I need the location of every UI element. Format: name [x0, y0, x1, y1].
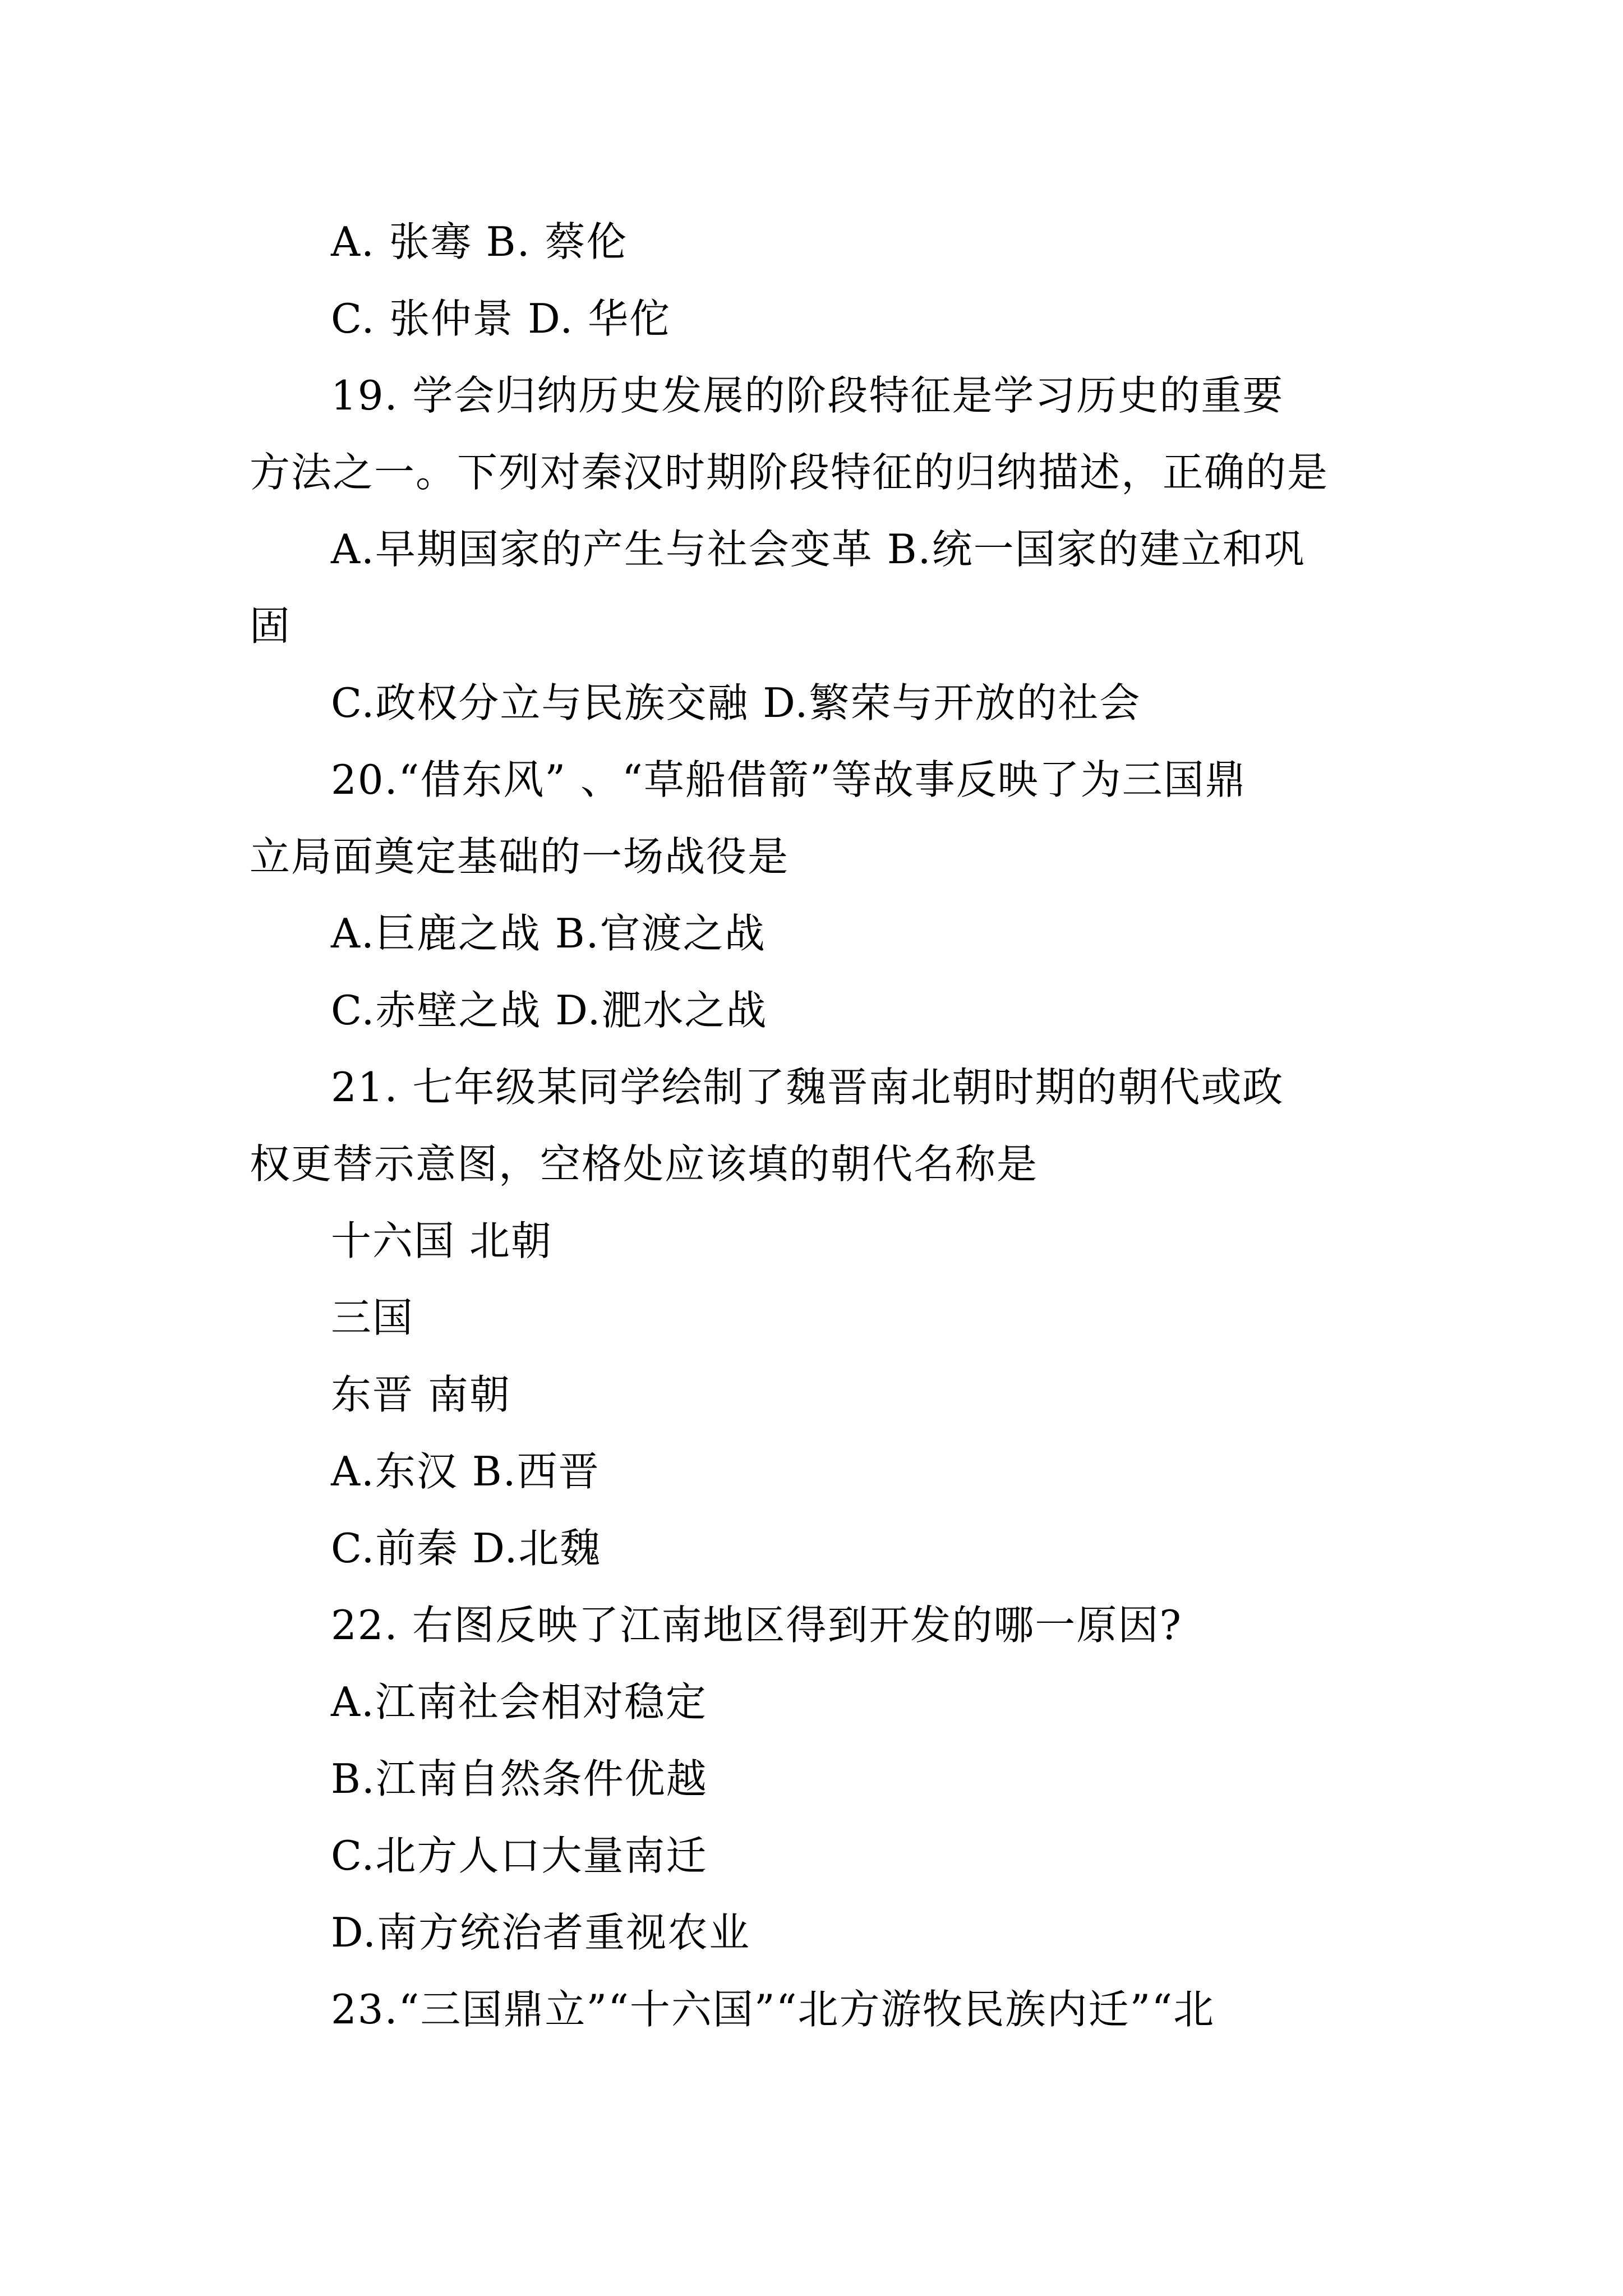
q19-options-ab: A.早期国家的产生与社会变革 B.统一国家的建立和巩: [331, 526, 1306, 573]
q21-options-ab: A.东汉 B.西晋: [331, 1448, 600, 1495]
q22-option-c: C.北方人口大量南迁: [331, 1832, 708, 1879]
q20-options-cd: C.赤壁之战 D.淝水之战: [331, 987, 768, 1034]
q21-stem-line-2: 权更替示意图，空格处应该填的朝代名称是: [250, 1140, 1039, 1188]
q19-options-cd: C.政权分立与民族交融 D.繁荣与开放的社会: [331, 679, 1141, 726]
q18-options-cd: C. 张仲景 D. 华佗: [331, 295, 671, 342]
q19-stem-line-1: 19. 学会归纳历史发展的阶段特征是学习历史的重要: [331, 372, 1284, 419]
q22-option-d: D.南方统治者重视农业: [331, 1909, 751, 1956]
q21-diagram-line-1: 十六国 北朝: [331, 1217, 552, 1264]
q21-diagram-line-3: 东晋 南朝: [331, 1371, 511, 1418]
q21-options-cd: C.前秦 D.北魏: [331, 1525, 602, 1572]
q23-stem-line-1: 23.“三国鼎立”“十六国”“北方游牧民族内迁”“北: [331, 1986, 1215, 2033]
q20-stem-line-2: 立局面奠定基础的一场战役是: [250, 833, 790, 880]
q20-options-ab: A.巨鹿之战 B.官渡之战: [331, 910, 766, 957]
q21-diagram-line-2: 三国: [331, 1294, 414, 1341]
q19-options-ab-wrap: 固: [250, 602, 292, 650]
q19-stem-line-2: 方法之一。下列对秦汉时期阶段特征的归纳描述，正确的是: [250, 449, 1329, 496]
q20-stem-line-1: 20.“借东风” 、“草船借箭”等故事反映了为三国鼎: [331, 756, 1247, 803]
q22-stem: 22. 右图反映了江南地区得到开发的哪一原因?: [331, 1602, 1182, 1649]
q22-option-b: B.江南自然条件优越: [331, 1755, 708, 1802]
q18-options-ab: A. 张骞 B. 蔡伦: [331, 218, 628, 265]
q21-stem-line-1: 21. 七年级某同学绘制了魏晋南北朝时期的朝代或政: [331, 1064, 1284, 1111]
q22-option-a: A.江南社会相对稳定: [331, 1678, 707, 1726]
